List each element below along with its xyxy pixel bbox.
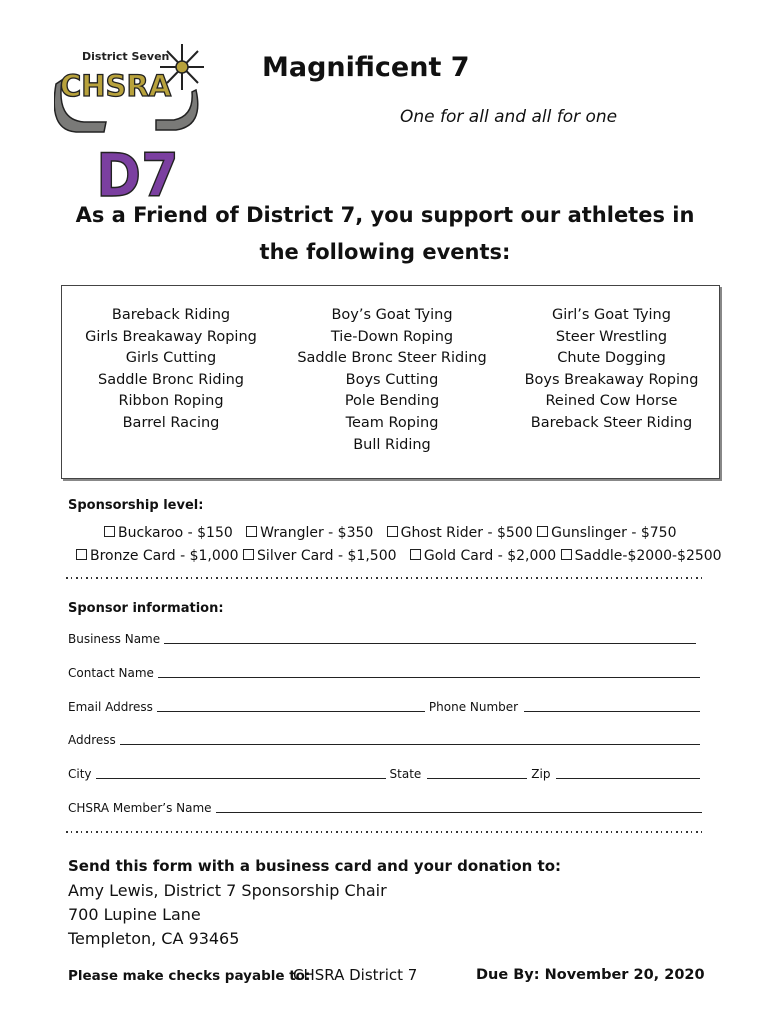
intro-line-1: As a Friend of District 7, you support our athletes in	[75, 203, 695, 227]
intro-line-2: the following events:	[259, 240, 511, 264]
member-name-field	[68, 801, 702, 815]
email-phone-row	[68, 700, 700, 714]
address-input[interactable]	[120, 743, 700, 745]
logo-number-text: D7	[96, 141, 179, 200]
address-field	[68, 733, 700, 747]
event-item: Boy’s Goat Tying	[331, 307, 453, 323]
tier-label: Gold Card - $2,000	[423, 548, 557, 564]
contact-name-input[interactable]	[158, 676, 700, 678]
events-box	[61, 285, 720, 479]
event-item: Boys Breakaway Roping	[524, 371, 699, 388]
email-input[interactable]	[157, 710, 425, 712]
tier-checkbox[interactable]	[387, 526, 398, 537]
tier-checkbox[interactable]	[243, 549, 254, 560]
event-item: Team Roping	[345, 414, 439, 431]
event-item: Ribbon Roping	[118, 393, 224, 410]
divider	[66, 575, 706, 581]
field-label: Email Address	[68, 700, 153, 714]
tier-checkbox[interactable]	[410, 549, 421, 560]
mailing-address-line: Templeton, CA 93465	[68, 929, 240, 948]
event-item: Steer Wrestling	[555, 328, 668, 345]
field-label: Business Name	[68, 632, 161, 646]
event-item: Pole Bending	[344, 393, 440, 410]
event-item: Tie-Down Roping	[330, 328, 454, 345]
event-item: Boys Cutting	[345, 371, 439, 388]
event-item: Saddle Bronc Riding	[97, 371, 245, 388]
tier-label: Bronze Card - $1,000	[90, 548, 239, 564]
field-label: Contact Name	[68, 666, 154, 680]
sponsorship-level-label: Sponsorship level:	[68, 498, 204, 513]
tier-checkbox[interactable]	[104, 526, 115, 537]
member-name-input[interactable]	[216, 811, 702, 813]
sponsor-information-label: Sponsor information:	[68, 601, 224, 616]
events-column-3	[502, 305, 721, 435]
state-input[interactable]	[427, 777, 527, 779]
motto: One for all and all for one	[400, 107, 618, 127]
due-date: Due By: November 20, 2020	[476, 967, 705, 983]
tier-label: Buckaroo - $150	[118, 525, 233, 541]
field-label: State	[389, 767, 422, 781]
event-item: Bareback Riding	[111, 307, 231, 323]
sponsorship-tiers-row-2	[76, 548, 722, 564]
sponsorship-tiers-row-1	[104, 525, 676, 541]
mailing-address-line: 700 Lupine Lane	[68, 905, 201, 924]
event-item: Reined Cow Horse	[545, 393, 678, 410]
tier-checkbox[interactable]	[246, 526, 257, 537]
field-label: CHSRA Member’s Name	[68, 801, 212, 815]
city-input[interactable]	[96, 777, 386, 779]
city-state-zip-row	[68, 767, 700, 781]
event-item: Barrel Racing	[122, 414, 220, 431]
event-item: Bareback Steer Riding	[530, 414, 693, 431]
tier-label: Ghost Rider - $500	[400, 525, 533, 541]
field-label: Address	[68, 733, 116, 747]
event-item: Bull Riding	[353, 436, 431, 453]
divider	[66, 829, 706, 835]
field-label: City	[68, 767, 92, 781]
logo-main-text: CHSRA	[60, 69, 172, 103]
tier-label: Gunslinger - $750	[551, 525, 677, 541]
tier-checkbox[interactable]	[537, 526, 548, 537]
checks-payable-label: Please make checks payable to:	[68, 968, 311, 984]
mailing-address-line: Amy Lewis, District 7 Sponsorship Chair	[68, 881, 387, 900]
events-column-2	[282, 305, 502, 456]
event-item: Girl’s Goat Tying	[552, 307, 671, 323]
tier-checkbox[interactable]	[561, 549, 572, 560]
event-item: Girls Breakaway Roping	[85, 328, 257, 345]
tier-label: Silver Card - $1,500	[257, 548, 397, 564]
chsra-district-seven-logo	[54, 40, 204, 200]
tier-label: Wrangler - $350	[260, 525, 374, 541]
tier-checkbox[interactable]	[76, 549, 87, 560]
business-name-input[interactable]	[164, 642, 696, 644]
events-column-1	[62, 305, 280, 435]
event-item: Chute Dogging	[557, 350, 666, 367]
phone-input[interactable]	[524, 710, 700, 712]
event-item: Girls Cutting	[125, 350, 217, 367]
zip-input[interactable]	[556, 777, 700, 779]
event-item: Saddle Bronc Steer Riding	[297, 350, 487, 367]
page-title: Magnificent 7	[262, 52, 470, 83]
field-label: Phone Number	[428, 700, 519, 714]
business-name-field	[68, 632, 696, 646]
field-label: Zip	[531, 767, 551, 781]
logo-top-text: District Seven	[82, 50, 170, 63]
contact-name-field	[68, 666, 700, 680]
send-form-label: Send this form with a business card and your donation to:	[68, 857, 562, 875]
checks-payable-value: CHSRA District 7	[293, 966, 418, 984]
tier-label: Saddle-$2000-$2500	[574, 548, 722, 564]
